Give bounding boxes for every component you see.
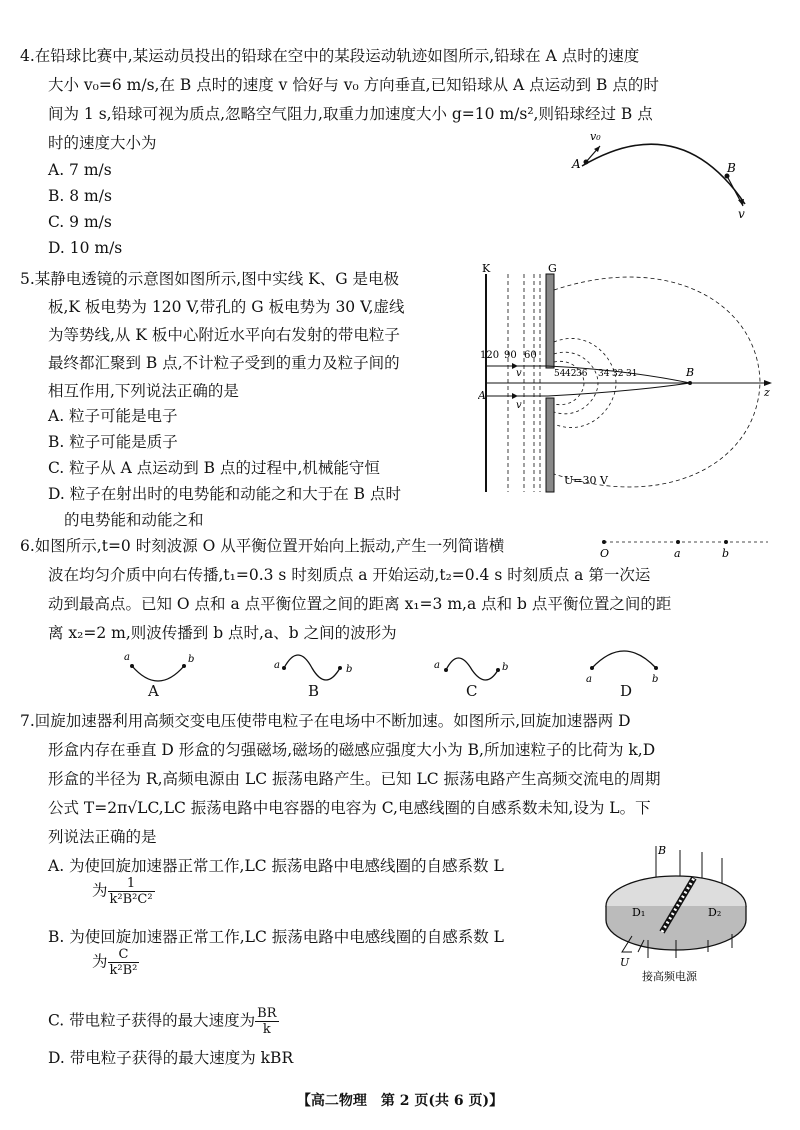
z-axis-label: z bbox=[764, 386, 770, 399]
point-o-label: O bbox=[600, 547, 610, 560]
svg-text:a: a bbox=[434, 660, 440, 671]
q7-line-4: 公式 T=2π√LC,LC 振荡电路中电容器的电容为 C,电感线圈的自感系数未知,设为 L。下 bbox=[48, 799, 651, 817]
d1-label: D₁ bbox=[632, 906, 646, 919]
q4-line-1: 4.在铅球比赛中,某运动员投出的铅球在空中的某段运动轨迹如图所示,铅球在 A 点时的速度 bbox=[20, 47, 640, 65]
q4-line-2: 大小 v₀=6 m/s,在 B 点时的速度 v 恰好与 v₀ 方向垂直,已知铅球从 A 点运动到 B 点的时 bbox=[48, 76, 659, 94]
q7-option-d: D. 带电粒子获得的最大速度为 kBR bbox=[48, 1049, 294, 1067]
point-a-label: A bbox=[478, 389, 486, 402]
beam-v-lower: v bbox=[516, 400, 522, 411]
q6-choice-d-label: D bbox=[620, 682, 633, 700]
eq-36: 36 bbox=[576, 369, 588, 379]
svg-text:b: b bbox=[346, 664, 353, 675]
q4-option-a: A. 7 m/s bbox=[48, 161, 112, 179]
q7-line-5: 列说法正确的是 bbox=[48, 828, 157, 846]
point-b-label: B bbox=[727, 161, 736, 175]
k-label: K bbox=[482, 262, 491, 275]
q7-option-c: C. 带电粒子获得的最大速度为 $\frac{BR}{k}$ bbox=[48, 1006, 277, 1037]
d2-label: D₂ bbox=[708, 906, 722, 919]
v-arrowhead bbox=[738, 199, 744, 206]
q7-line-3: 形盒的半径为 R,高频电源由 LC 振荡电路产生。已知 LC 振荡电路产生高频交流电的周期 bbox=[48, 770, 661, 788]
svg-text:a: a bbox=[586, 674, 592, 685]
svg-text:b: b bbox=[502, 662, 509, 673]
q5-line-3: 为等势线,从 K 板中心附近水平向右发射的带电粒子 bbox=[48, 326, 400, 344]
q7-option-b: B. 为使回旋加速器正常工作,LC 振荡电路中电感线圈的自感系数 L bbox=[48, 928, 504, 946]
v-label: v bbox=[738, 207, 745, 220]
point-a-label: A bbox=[572, 157, 581, 171]
q5-line-1: 5.某静电透镜的示意图如图所示,图中实线 K、G 是电极 bbox=[20, 270, 400, 288]
q7-line-2: 形盒内存在垂直 D 形盒的匀强磁场,磁场的磁感应强度大小为 B,所加速粒子的比荷为 k,D bbox=[48, 741, 656, 759]
q6-line-2: 波在均匀介质中向右传播,t₁=0.3 s 时刻质点 a 开始运动,t₂=0.4 s 时刻质点 a 第一次运 bbox=[48, 566, 651, 584]
g-label: G bbox=[548, 262, 557, 275]
q4-trajectory-figure bbox=[560, 128, 770, 220]
q4-option-b: B. 8 m/s bbox=[48, 187, 112, 205]
q4-option-d: D. 10 m/s bbox=[48, 239, 123, 257]
q5-option-b: B. 粒子可能是质子 bbox=[48, 433, 178, 451]
q5-line-2: 板,K 板电势为 120 V,带孔的 G 板电势为 30 V,虚线 bbox=[48, 298, 405, 316]
q5-option-a: A. 粒子可能是电子 bbox=[48, 407, 178, 425]
point-b-label: b bbox=[722, 547, 730, 560]
hf-source-label: 接高频电源 bbox=[642, 970, 697, 983]
point-b-label: B bbox=[686, 366, 695, 379]
eq-90: 90 bbox=[504, 350, 517, 361]
eq-34: 34 bbox=[598, 369, 610, 379]
q7-cyclotron-figure bbox=[598, 840, 768, 986]
b-field-label: B bbox=[658, 844, 667, 857]
q7-option-a: A. 为使回旋加速器正常工作,LC 振荡电路中电感线圈的自感系数 L bbox=[48, 857, 504, 875]
q5-electrostatic-lens-figure bbox=[478, 262, 778, 498]
eq-32: 32 bbox=[612, 369, 624, 379]
g-plate-bottom bbox=[546, 398, 554, 492]
eq-42: 42 bbox=[565, 369, 577, 379]
eq-54: 54 bbox=[554, 369, 566, 379]
q7-option-a-value: 为 $\frac{1}{\text{k²B²C²}}$ bbox=[92, 876, 153, 907]
u-label: U=30 V bbox=[564, 474, 608, 487]
q6-axis-figure bbox=[596, 534, 776, 560]
svg-text:b: b bbox=[652, 674, 659, 685]
eq-120: 120 bbox=[480, 350, 500, 361]
q6-choice-a-wave bbox=[118, 648, 202, 706]
u-label: U bbox=[620, 956, 630, 969]
q4-line-3: 间为 1 s,铅球可视为质点,忽略空气阻力,取重力加速度大小 g=10 m/s²,则铅球经过 B 点 bbox=[48, 105, 653, 123]
q5-line-5: 相互作用,下列说法正确的是 bbox=[48, 382, 239, 400]
q6-line-1: 6.如图所示,t=0 时刻波源 O 从平衡位置开始向上振动,产生一列简谐横 bbox=[20, 537, 505, 555]
v0-label: v₀ bbox=[590, 130, 601, 143]
q5-line-4: 最终都汇聚到 B 点,不计粒子受到的重力及粒子间的 bbox=[48, 354, 400, 372]
q6-line-4: 离 x₂=2 m,则波传播到 b 点时,a、b 之间的波形为 bbox=[48, 624, 397, 642]
eq-60: 60 bbox=[524, 350, 537, 361]
q6-choice-a-label: A bbox=[148, 682, 159, 700]
q6-choice-b-label: B bbox=[308, 682, 320, 700]
g-plate-top bbox=[546, 274, 554, 368]
q5-option-d-cont: 的电势能和动能之和 bbox=[64, 511, 204, 529]
eq-31: 31 bbox=[626, 369, 638, 379]
svg-text:b: b bbox=[188, 654, 195, 665]
q6-line-3: 动到最高点。已知 O 点和 a 点平衡位置之间的距离 x₁=3 m,a 点和 b 点平衡位置之间的距 bbox=[48, 595, 672, 613]
page-footer: 【高二物理 第 2 页(共 6 页)】 bbox=[296, 1093, 504, 1109]
beam-v-upper: v bbox=[516, 368, 522, 379]
q5-option-d: D. 粒子在射出时的电势能和动能之和大于在 B 点时 bbox=[48, 485, 401, 503]
q7-line-1: 7.回旋加速器利用高频交变电压使带电粒子在电场中不断加速。如图所示,回旋加速器两 D bbox=[20, 712, 631, 730]
trajectory-curve bbox=[582, 144, 745, 204]
q6-choice-c-label: C bbox=[466, 682, 478, 700]
q5-option-c: C. 粒子从 A 点运动到 B 点的过程中,机械能守恒 bbox=[48, 459, 380, 477]
point-a-label: a bbox=[674, 547, 681, 560]
svg-text:a: a bbox=[274, 660, 280, 671]
q4-option-c: C. 9 m/s bbox=[48, 213, 112, 231]
svg-text:a: a bbox=[124, 652, 130, 663]
q7-option-b-value: 为 $\frac{C}{\text{k²B²}}$ bbox=[92, 947, 138, 978]
q4-line-4: 时的速度大小为 bbox=[48, 134, 157, 152]
